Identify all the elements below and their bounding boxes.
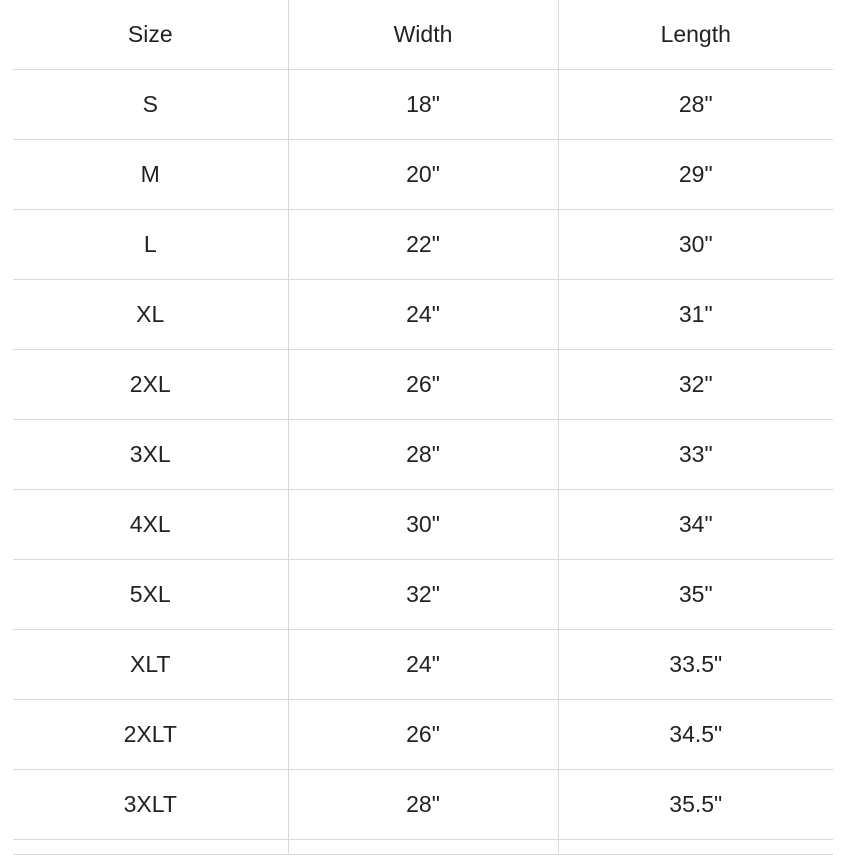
cell-length: 33" <box>558 420 833 490</box>
table-row <box>13 490 833 560</box>
cell-size: 5XL <box>13 560 288 630</box>
table-row <box>13 630 833 700</box>
table-row <box>13 420 833 490</box>
size-chart-table <box>13 0 833 855</box>
table-row <box>13 280 833 350</box>
table-row <box>13 350 833 420</box>
table-row-partial <box>13 840 833 855</box>
table-row <box>13 210 833 280</box>
table-body <box>13 70 833 855</box>
cell-length: 32" <box>558 350 833 420</box>
cell-width: 28" <box>288 420 558 490</box>
cell-size: 2XL <box>13 350 288 420</box>
cell-width <box>288 840 558 855</box>
cell-size: 3XL <box>13 420 288 490</box>
cell-width: 26" <box>288 350 558 420</box>
table-row <box>13 560 833 630</box>
cell-width: 28" <box>288 770 558 840</box>
cell-width: 30" <box>288 490 558 560</box>
cell-width: 26" <box>288 700 558 770</box>
table-header-row <box>13 0 833 70</box>
cell-size: 2XLT <box>13 700 288 770</box>
cell-size <box>13 840 288 855</box>
cell-length: 28" <box>558 70 833 140</box>
column-header-length: Length <box>558 0 833 70</box>
cell-width: 18" <box>288 70 558 140</box>
cell-width: 20" <box>288 140 558 210</box>
cell-length <box>558 840 833 855</box>
cell-length: 34.5" <box>558 700 833 770</box>
cell-size: 4XL <box>13 490 288 560</box>
cell-length: 34" <box>558 490 833 560</box>
table-header <box>13 0 833 70</box>
cell-size: L <box>13 210 288 280</box>
cell-size: M <box>13 140 288 210</box>
cell-width: 24" <box>288 630 558 700</box>
cell-size: XL <box>13 280 288 350</box>
cell-length: 33.5" <box>558 630 833 700</box>
cell-size: 3XLT <box>13 770 288 840</box>
table-row <box>13 70 833 140</box>
cell-length: 31" <box>558 280 833 350</box>
column-header-size: Size <box>13 0 288 70</box>
table-row <box>13 140 833 210</box>
column-header-width: Width <box>288 0 558 70</box>
cell-length: 35.5" <box>558 770 833 840</box>
table-row <box>13 700 833 770</box>
cell-size: S <box>13 70 288 140</box>
cell-size: XLT <box>13 630 288 700</box>
cell-width: 22" <box>288 210 558 280</box>
cell-length: 35" <box>558 560 833 630</box>
table-row <box>13 770 833 840</box>
cell-length: 30" <box>558 210 833 280</box>
cell-width: 24" <box>288 280 558 350</box>
cell-length: 29" <box>558 140 833 210</box>
cell-width: 32" <box>288 560 558 630</box>
